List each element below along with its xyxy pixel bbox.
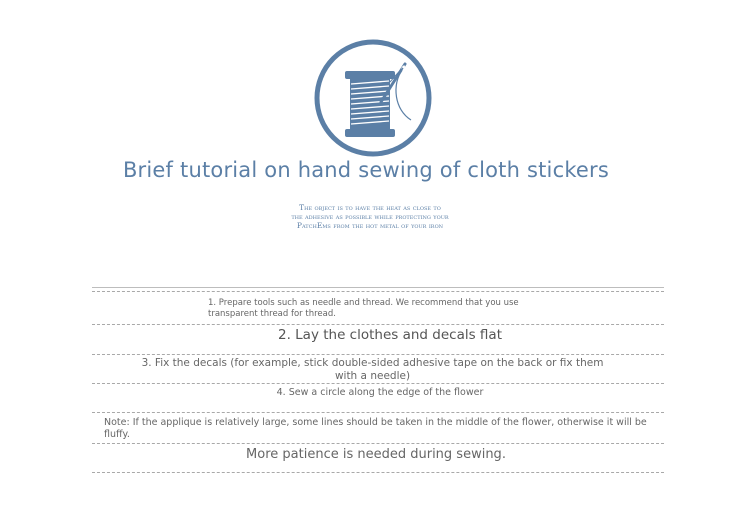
divider xyxy=(92,287,664,288)
divider xyxy=(92,354,664,355)
note-text: Note: If the applique is relatively large, some lines should be taken in the middle of the flower, otherwise it will be fluffy. xyxy=(104,417,647,440)
thread-spool-needle-icon xyxy=(313,38,433,158)
step-2: 2. Lay the clothes and decals flat xyxy=(277,327,502,343)
divider xyxy=(92,443,664,444)
divider xyxy=(92,472,664,473)
step-3: 3. Fix the decals (for example, stick double-sided adhesive tape on the back or fix them with a needle) xyxy=(141,357,604,382)
page-title: Brief tutorial on hand sewing of cloth stickers xyxy=(122,158,610,182)
step-1: 1. Prepare tools such as needle and thread. We recommend that you use transparent thread for thread. xyxy=(208,298,519,319)
divider xyxy=(92,383,664,384)
closing-text: More patience is needed during sewing. xyxy=(246,447,506,462)
subtitle-line: the adhesive as possible while protecting your xyxy=(291,212,449,221)
subtitle xyxy=(240,203,500,230)
subtitle-line: PatchEms from the hot metal of your iron xyxy=(296,221,444,230)
divider xyxy=(92,291,664,292)
divider xyxy=(92,324,664,325)
divider xyxy=(92,412,664,413)
subtitle-line: The object is to have the heat as close to xyxy=(299,203,441,212)
step-4: 4. Sew a circle along the edge of the flower xyxy=(276,387,484,398)
